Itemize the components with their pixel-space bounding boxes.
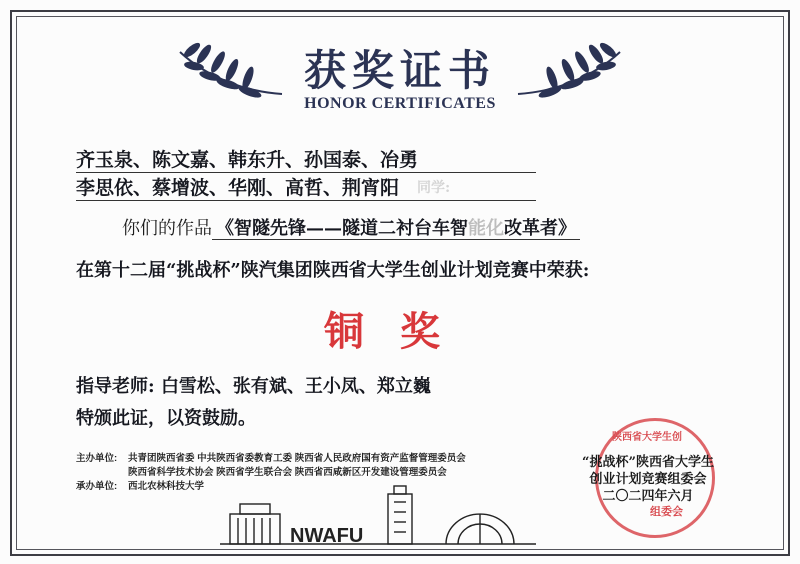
issuing-committee (548, 454, 748, 505)
certificate-title: 获奖证书 (303, 46, 496, 95)
encouragement-text: 特颁此证，以资鼓励。 (76, 408, 256, 429)
work-line (122, 214, 580, 240)
seal-ring-text: 陕西省大学生创 (612, 432, 682, 443)
co-organizer-label: 承办单位: (76, 481, 118, 492)
award-name: 铜奖 (324, 308, 476, 355)
recipient-suffix: 同学: (417, 180, 451, 196)
advisor-names: 白雪松、张有斌、王小凤、郑立巍 (160, 376, 431, 397)
skyline-text: NWAFU (290, 525, 364, 547)
corner-ornament (772, 538, 790, 556)
seal-center-text: 组委会 (650, 505, 683, 518)
recipient-list (76, 145, 536, 201)
work-prefix: 你们的作品 (122, 218, 212, 239)
issue-date: 二〇二四年六月 (602, 489, 694, 504)
corner-ornament (10, 10, 28, 28)
recipient-line-1 (76, 145, 536, 175)
advisor-label: 指导老师: (76, 376, 155, 397)
work-title-faded: 能化 (468, 218, 504, 239)
corner-ornament (772, 10, 790, 28)
host-line-1: 共青团陕西省委 中共陕西省委教育工委 陕西省人民政府国有资产监督管理委员会 (128, 453, 466, 464)
work-title (212, 218, 580, 240)
recipient-names-1: 齐玉泉、陈文嘉、韩东升、孙国泰、冶勇 (76, 149, 419, 171)
host-label: 主办单位: (76, 453, 118, 464)
committee-line-1: “挑战杯”陕西省大学生 (582, 455, 714, 470)
contest-line: 在第十二届“挑战杯”陕汽集团陕西省大学生创业计划竞赛中荣获: (76, 260, 590, 281)
host-line-2: 陕西省科学技术协会 陕西省学生联合会 陕西省西咸新区开发建设管理委员会 (128, 467, 447, 478)
recipient-names-2: 李思依、蔡增波、华刚、高哲、荆宵阳 (76, 177, 400, 199)
corner-ornament (10, 538, 28, 556)
recipient-line-2 (76, 173, 536, 203)
committee-line-2: 创业计划竞赛组委会 (589, 472, 707, 487)
work-title-right: 改革者》 (504, 218, 576, 239)
work-title-left: 《智隧先锋——隧道二衬台车智 (216, 218, 468, 239)
co-organizer: 西北农林科技大学 (128, 481, 205, 492)
campus-skyline-icon (220, 478, 536, 548)
certificate-subtitle: HONOR CERTIFICATES (304, 95, 496, 112)
advisor-line (76, 372, 431, 398)
